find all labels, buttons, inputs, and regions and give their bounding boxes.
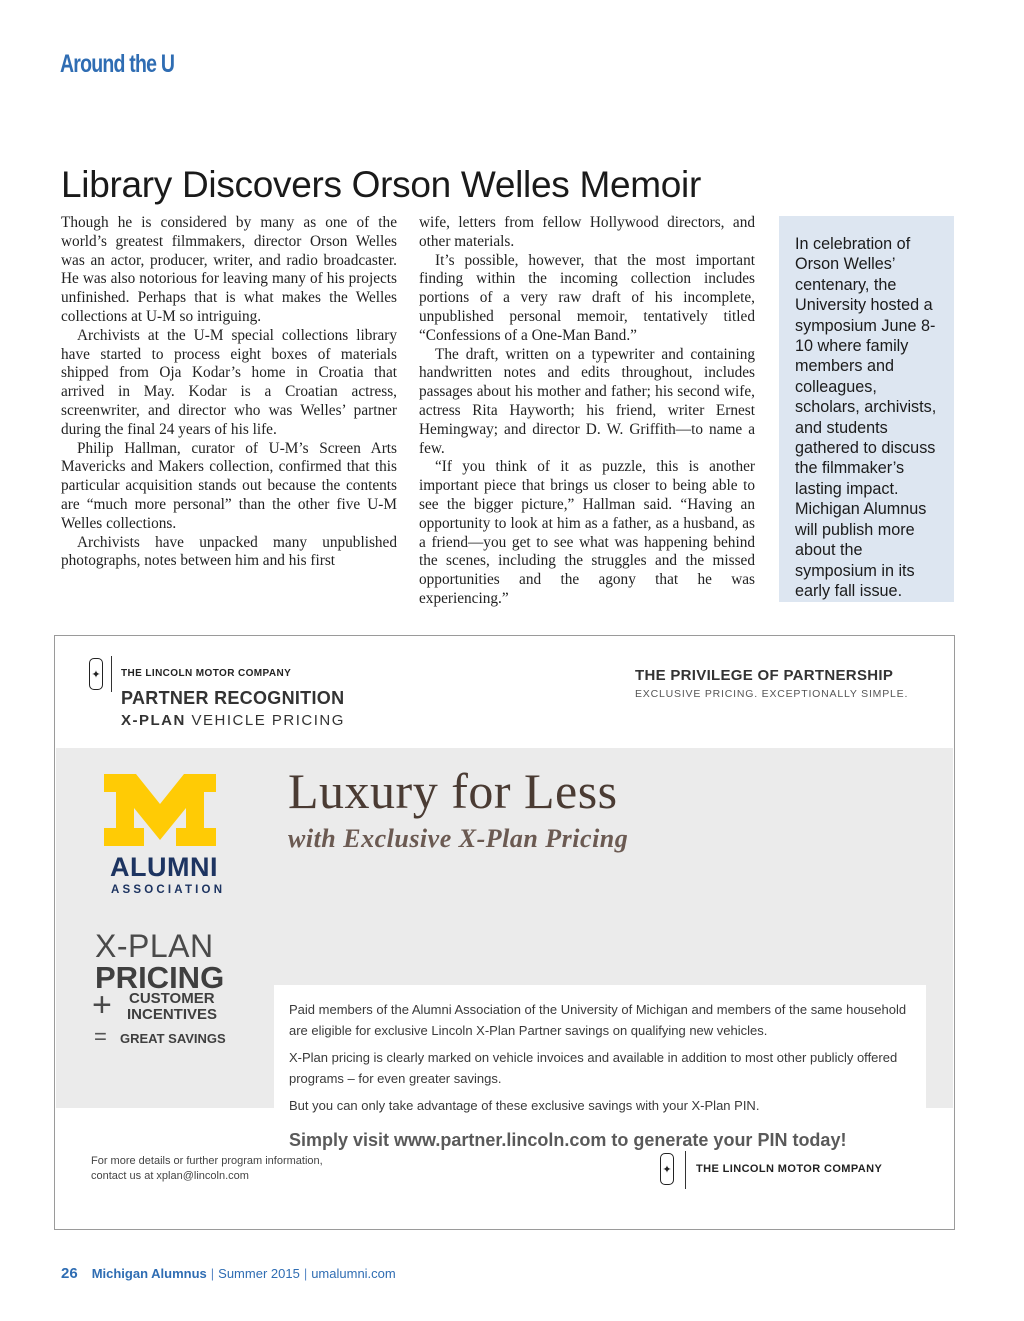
divider bbox=[111, 656, 112, 692]
article-paragraph: Archivists have unpacked many unpublished photographs, notes between him and his first bbox=[61, 533, 397, 570]
magazine-name: Michigan Alumnus bbox=[91, 1266, 207, 1281]
incentives-label: INCENTIVES bbox=[127, 1006, 218, 1023]
partner-recognition: PARTNER RECOGNITION bbox=[121, 688, 345, 708]
privilege-heading: THE PRIVILEGE OF PARTNERSHIP bbox=[635, 667, 894, 684]
article-paragraph: “If you think of it as puzzle, this is another important piece that brings us closer to being able to see the bigger picture,” Hallman said. “Having an opportunity to look at him as a father, as a husband, as a friend—you get to see what was happening behind the scenes, including the struggles and the missed opportunities and the agony that he was experiencing.” bbox=[419, 458, 755, 607]
vehicle-pricing-label: VEHICLE PRICING bbox=[191, 712, 345, 729]
offer-paragraph: But you can only take advantage of these exclusive savings with your X-Plan PIN. bbox=[289, 1098, 760, 1113]
xplan-big-label: X-PLAN bbox=[95, 928, 214, 964]
offer-details-box bbox=[274, 985, 926, 1182]
company-name-bottom: THE LINCOLN MOTOR COMPANY bbox=[696, 1163, 883, 1175]
sidebar-text: In celebration of Orson Welles’ centenary, the University hosted a symposium June 8-10 where family members and colleagues, scholars, archivists, and students gathered to discuss the filmmaker’s lasting impact. Michigan Alumnus will publish more about the symposium in its early fall issue. bbox=[795, 235, 937, 600]
alumni-label: ALUMNI bbox=[110, 852, 218, 882]
exclusive-pricing-tagline: EXCLUSIVE PRICING. EXCEPTIONALLY SIMPLE. bbox=[635, 688, 909, 700]
offer-paragraph: Paid members of the Alumni Association of the University of Michigan and members of the same household are eligible for exclusive Lincoln X-Plan Partner savings on qualifying new vehicles. bbox=[289, 1002, 907, 1038]
article-paragraph: wife, letters from fellow Hollywood directors, and other materials. bbox=[419, 214, 755, 250]
plus-sign: + bbox=[92, 986, 112, 1024]
details-line: For more details or further program information, bbox=[91, 1155, 323, 1167]
page-number: 26 bbox=[61, 1265, 78, 1282]
article-paragraph: Archivists at the U-M special collections library have started to process eight boxes of materials shipped from Oja Kodar’s home in Croatia that arrived in May. Kodar is a Croatian actress, screenwriter, and director who was Welles’ partner during the final 24 years of his life. bbox=[61, 326, 397, 438]
great-savings-label: GREAT SAVINGS bbox=[120, 1031, 226, 1046]
customer-label: CUSTOMER bbox=[129, 990, 215, 1007]
lincoln-star-icon: ✦ bbox=[660, 1153, 674, 1185]
xplan-label: X-PLAN bbox=[121, 712, 186, 729]
pricing-big-label: PRICING bbox=[95, 960, 225, 995]
lincoln-star-icon: ✦ bbox=[89, 658, 103, 690]
block-m-logo bbox=[104, 774, 216, 851]
ad-main-band bbox=[56, 748, 953, 1150]
lincoln-advertisement bbox=[54, 635, 955, 1230]
article-paragraph: Philip Hallman, curator of U-M’s Screen Arts Mavericks and Makers collection, confirmed that this particular acquisition stands out because the contents are “much more personal” than the other five U-M Welles collections. bbox=[61, 439, 397, 532]
ad-headline: Luxury for Less bbox=[288, 763, 618, 819]
section-label: Around the U bbox=[60, 50, 175, 78]
page-footer: 26 Michigan Alumnus | Summer 2015 | umalumni.com bbox=[61, 1265, 396, 1282]
article-column-2 bbox=[419, 214, 755, 609]
details-line: contact us at xplan@lincoln.com bbox=[91, 1170, 249, 1182]
xplan-vehicle-pricing bbox=[121, 712, 345, 729]
contact-details bbox=[91, 1154, 323, 1184]
website: umalumni.com bbox=[311, 1266, 396, 1281]
ad-subheadline: with Exclusive X-Plan Pricing bbox=[288, 824, 629, 853]
association-label: ASSOCIATION bbox=[111, 884, 226, 896]
article-column-1 bbox=[61, 214, 397, 571]
article-paragraph: The draft, written on a typewriter and containing handwritten notes and edits throughout, includes passages about his mother and father; his second wife, actress Rita Hayworth; his friend, writer Ernest Hemingway; and director D. W. Griffith—to name a few. bbox=[419, 345, 755, 457]
sidebar-box bbox=[779, 216, 954, 602]
article-headline: Library Discovers Orson Welles Memoir bbox=[61, 164, 701, 205]
article-paragraph: It’s possible, however, that the most important finding within the incoming collection includes portions of a very raw draft of his incomplete, unpublished personal memoir, tentatively titled “Confessions of a One-Man Band.” bbox=[419, 251, 755, 344]
cta-text: Simply visit www.partner.lincoln.com to generate your PIN today! bbox=[289, 1129, 847, 1150]
company-name-top: THE LINCOLN MOTOR COMPANY bbox=[121, 668, 292, 679]
issue-date: Summer 2015 bbox=[218, 1266, 300, 1281]
block-m-icon bbox=[104, 774, 216, 846]
offer-paragraph: X-Plan pricing is clearly marked on vehicle invoices and available in addition to most other publicly offered programs – for even greater savings. bbox=[289, 1050, 898, 1086]
divider bbox=[685, 1151, 686, 1189]
equals-sign: = bbox=[94, 1024, 107, 1049]
article-paragraph: Though he is considered by many as one of the world’s greatest filmmakers, director Orson Welles was an actor, producer, writer, and radio broadcaster. He was also notorious for leaving many of his projects unfinished. Perhaps that is what makes the Welles collections at U-M so intriguing. bbox=[61, 214, 397, 325]
